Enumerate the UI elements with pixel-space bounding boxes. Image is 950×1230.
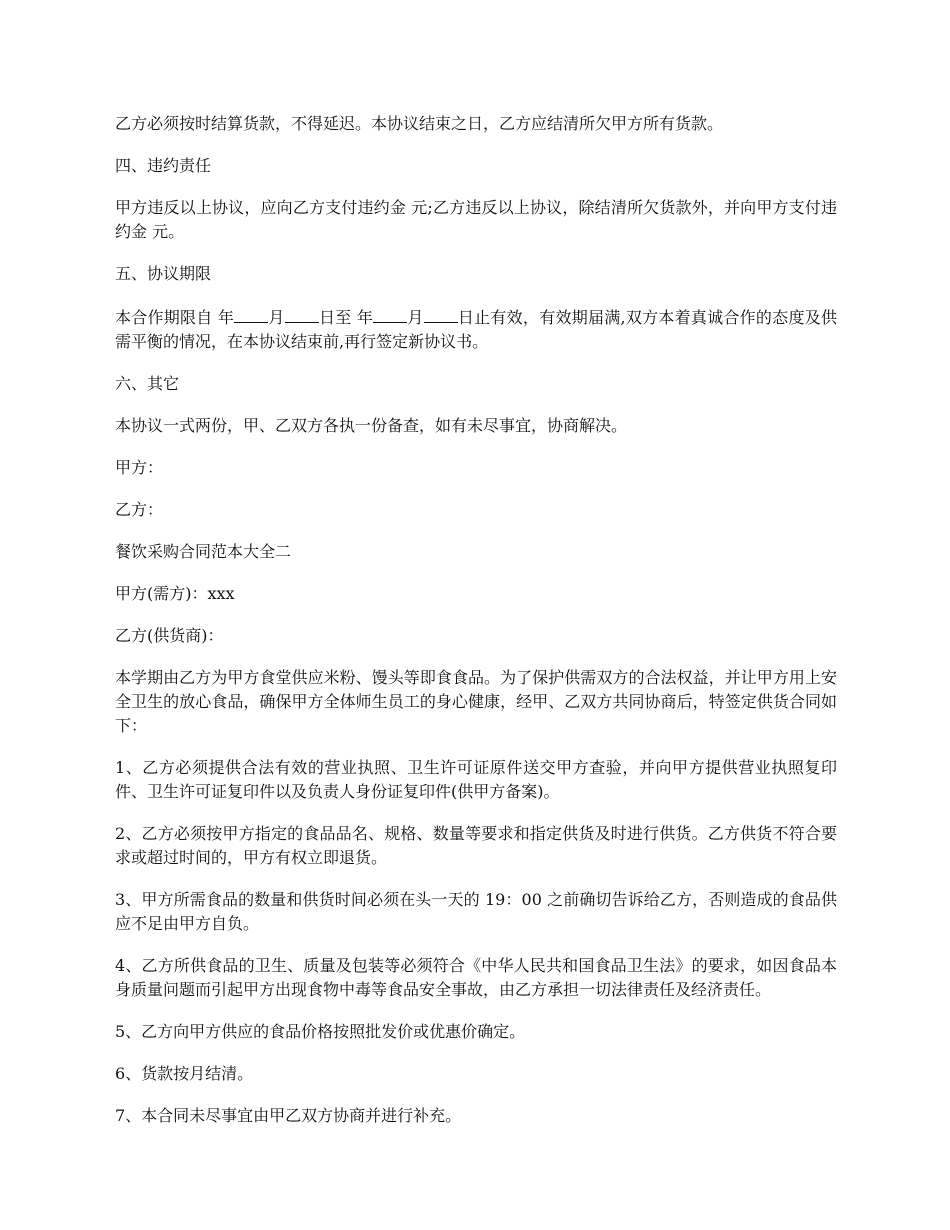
list-item: 7、本合同未尽事宜由甲乙双方协商并进行补充。 — [115, 1106, 462, 1125]
list-item: 2、乙方必须按甲方指定的食品品名、规格、数量等要求和指定供货及时进行供货。乙方供货不符合要求或超过时间的，甲方有权立即退货。 — [115, 824, 837, 867]
section-heading-other: 六、其它 — [115, 374, 180, 393]
list-item: 6、货款按月结清。 — [115, 1064, 254, 1083]
term-text-part-5: 日止有效，有效期届满,双方本着真诚合作的态度及供需平衡的情况，在本协议结束前,再行签定新协议书。 — [115, 308, 837, 351]
document-page — [115, 112, 837, 1146]
blank-month-start — [234, 304, 268, 323]
paragraph-payment-settlement: 乙方必须按时结算货款，不得延迟。本协议结束之日，乙方应结清所欠甲方所有货款。 — [115, 114, 724, 133]
section-heading-breach-liability: 四、违约责任 — [115, 156, 212, 175]
party-b-supplier: 乙方(供货商)： — [115, 626, 224, 645]
paragraph-breach-penalty: 甲方违反以上协议，应向乙方支付违约金 元;乙方违反以上协议，除结清所欠货款外，并向甲方支付违约金 元。 — [115, 198, 837, 241]
contract-two-title: 餐饮采购合同范本大全二 — [115, 542, 292, 561]
party-a-buyer: 甲方(需方)：xxx — [115, 584, 235, 603]
paragraph-intro: 本学期由乙方为甲方食堂供应米粉、馒头等即食食品。为了保护供需双方的合法权益，并让甲方用上安全卫生的放心食品，确保甲方全体师生员工的身心健康，经甲、乙双方共同协商后，特签定供货合同如下： — [115, 668, 837, 735]
term-text-part-3: 日至 年 — [318, 308, 374, 327]
term-text-part-1: 本合作期限自 年 — [115, 308, 235, 327]
blank-day-end — [424, 304, 458, 323]
list-item: 1、乙方必须提供合法有效的营业执照、卫生许可证原件送交甲方查验，并向甲方提供营业执照复印件、卫生许可证复印件以及负责人身份证复印件(供甲方备案)。 — [115, 758, 837, 801]
list-item: 4、乙方所供食品的卫生、质量及包装等必须符合《中华人民共和国食品卫生法》的要求，如因食品本身质量问题而引起甲方出现食物中毒等食品安全事故，由乙方承担一切法律责任及经济责任。 — [115, 956, 837, 999]
blank-month-end — [373, 304, 407, 323]
signature-party-b: 乙方： — [115, 500, 164, 519]
list-item: 3、甲方所需食品的数量和供货时间必须在头一天的 19：00 之前确切告诉给乙方，否则造成的食品供应不足由甲方自负。 — [115, 890, 837, 933]
term-text-part-4: 月 — [407, 308, 424, 327]
paragraph-copies: 本协议一式两份，甲、乙双方各执一份备查，如有未尽事宜，协商解决。 — [115, 416, 628, 435]
signature-party-a: 甲方： — [115, 458, 164, 477]
list-item: 5、乙方向甲方供应的食品价格按照批发价或优惠价确定。 — [115, 1022, 526, 1041]
section-heading-agreement-term: 五、协议期限 — [115, 264, 212, 283]
blank-day-start — [285, 304, 319, 323]
paragraph-agreement-term — [115, 304, 837, 354]
term-text-part-2: 月 — [268, 308, 285, 327]
